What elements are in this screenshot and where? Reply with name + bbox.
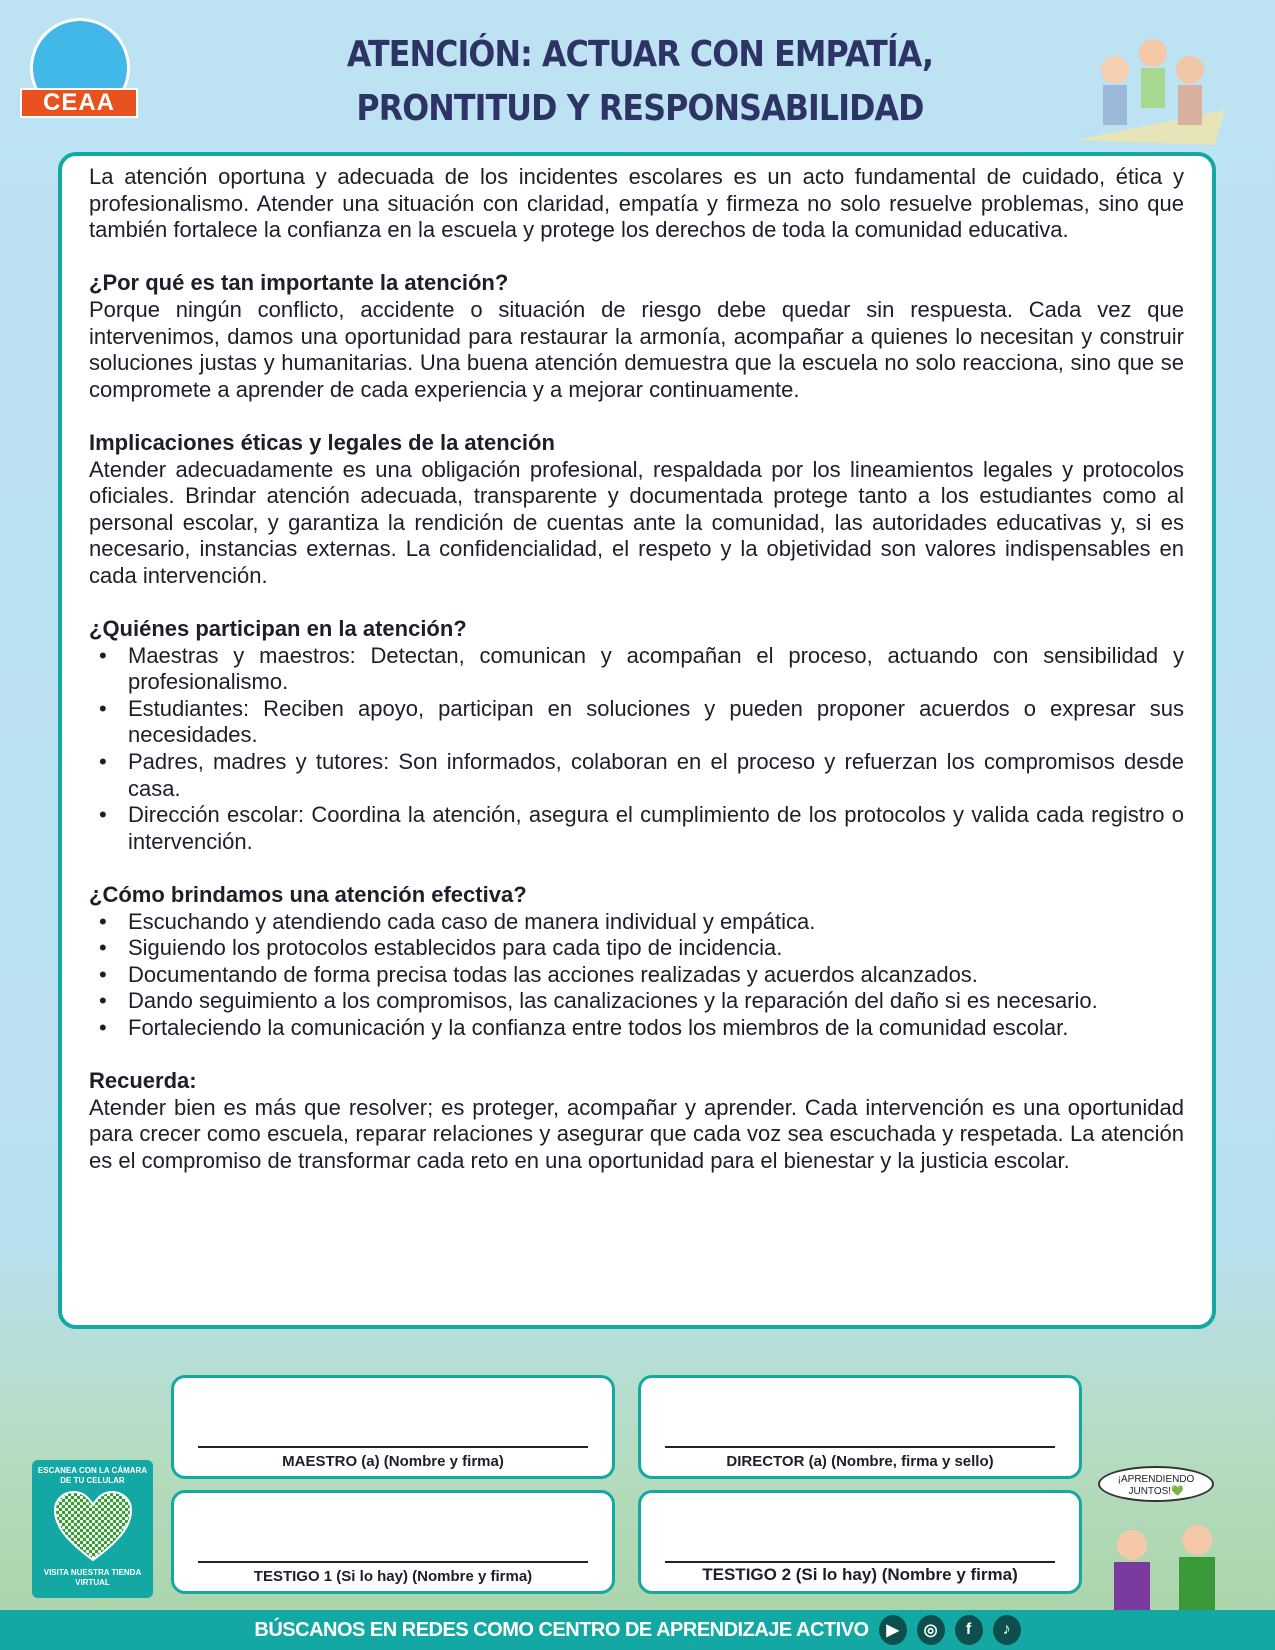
list-item: • Dirección escolar: Coordina la atención, asegura el cumplimiento de los protocolos y valida cada registro o intervención.	[89, 802, 1184, 855]
ceaa-logo	[18, 18, 140, 124]
signature-box-director[interactable]	[638, 1375, 1082, 1479]
section-heading: ¿Quiénes participan en la atención?	[89, 616, 467, 642]
list-item: • Fortaleciendo la comunicación y la confianza entre todos los miembros de la comunidad escolar.	[89, 1015, 1184, 1042]
signature-box-witness-1[interactable]	[171, 1490, 615, 1594]
page-title	[341, 28, 939, 136]
signature-line	[198, 1446, 588, 1448]
list-item: • Maestras y maestros: Detectan, comunican y acompañan el proceso, actuando con sensibilidad y profesionalismo.	[89, 643, 1184, 696]
section-text: Atender bien es más que resolver; es proteger, acompañar y aprender. Cada intervención es una oportunidad para crecer como escuela, reparar relaciones y asegurar que cada voz sea escuchada y respetada. La atención es el compromiso de transformar cada reto en una oportunidad para el bienestar y la justicia escolar.	[89, 1094, 1184, 1173]
title-line-1: ATENCIÓN: ACTUAR CON EMPATÍA,	[346, 34, 934, 75]
list-item: • Siguiendo los protocolos establecidos para cada tipo de incidencia.	[89, 935, 1184, 962]
qr-code-heart-icon	[53, 1490, 133, 1562]
facebook-icon[interactable]: f	[955, 1615, 983, 1645]
section-heading: ¿Por qué es tan importante la atención?	[89, 270, 509, 296]
effective-attention-list	[89, 909, 1184, 1042]
signature-box-teacher[interactable]	[171, 1375, 615, 1479]
participants-list	[89, 643, 1184, 856]
intro-paragraph: La atención oportuna y adecuada de los incidentes escolares es un acto fundamental de cuidado, ética y profesionalismo. Atender una situación con claridad, empatía y firmeza no solo resuelve problemas, sino que también fortalece la confianza en la escuela y protege los derechos de toda la comunidad educativa.	[89, 164, 1184, 243]
list-item: • Padres, madres y tutores: Son informados, colaboran en el proceso y refuerzan los compromisos desde casa.	[89, 749, 1184, 802]
signature-label: TESTIGO 2 (Si lo hay) (Nombre y firma)	[702, 1565, 1018, 1584]
qr-top-text: ESCANEA CON LA CÁMARA DE TU CELULAR	[37, 1466, 148, 1485]
instagram-icon[interactable]: ◎	[917, 1615, 945, 1645]
section-heading: Recuerda:	[89, 1068, 197, 1094]
footer-text: BÚSCANOS EN REDES COMO CENTRO DE APRENDIZAJE ACTIVO	[254, 1618, 869, 1641]
list-item: • Estudiantes: Reciben apoyo, participan en soluciones y pueden proponer acuerdos o expresar sus necesidades.	[89, 696, 1184, 749]
list-item: • Escuchando y atendiendo cada caso de manera individual y empática.	[89, 909, 1184, 936]
content-panel	[58, 152, 1216, 1329]
signature-label: TESTIGO 1 (Si lo hay) (Nombre y firma)	[253, 1568, 533, 1585]
qr-card[interactable]	[32, 1460, 153, 1598]
signature-line	[198, 1561, 588, 1563]
speech-bubble: ¡APRENDIENDO JUNTOS!💚	[1098, 1466, 1214, 1502]
footer-bar	[0, 1610, 1275, 1650]
title-line-2: PRONTITUD Y RESPONSABILIDAD	[356, 88, 924, 129]
qr-bottom-text: VISITA NUESTRA TIENDA VIRTUAL	[43, 1568, 142, 1587]
signature-line	[665, 1446, 1055, 1448]
children-illustration	[1075, 35, 1225, 145]
signature-label: DIRECTOR (a) (Nombre, firma y sello)	[726, 1453, 994, 1470]
list-item: • Documentando de forma precisa todas las acciones realizadas y acuerdos alcanzados.	[89, 962, 1184, 989]
tiktok-icon[interactable]: ♪	[993, 1615, 1021, 1645]
section-text: Porque ningún conflicto, accidente o situación de riesgo debe quedar sin respuesta. Cada vez que intervenimos, damos una oportunidad para restaurar la armonía, acompañar a quienes lo necesitan y construir soluciones justas y humanitarias. Una buena atención demuestra que la escuela no solo reacciona, sino que se compromete a aprender de cada experiencia y a mejorar continuamente.	[89, 296, 1184, 402]
signature-label: MAESTRO (a) (Nombre y firma)	[282, 1453, 504, 1470]
section-heading: ¿Cómo brindamos una atención efectiva?	[89, 882, 527, 908]
youtube-icon[interactable]: ▶	[879, 1615, 907, 1645]
section-heading: Implicaciones éticas y legales de la atención	[89, 429, 555, 455]
signature-line	[665, 1561, 1055, 1563]
signature-box-witness-2[interactable]	[638, 1490, 1082, 1594]
logo-text: CEAA	[20, 88, 138, 118]
list-item: • Dando seguimiento a los compromisos, las canalizaciones y la reparación del daño si es necesario.	[89, 988, 1184, 1015]
teachers-illustration	[1092, 1510, 1242, 1612]
section-text: Atender adecuadamente es una obligación profesional, respaldada por los lineamientos legales y protocolos oficiales. Brindar atención adecuada, transparente y documentada protege tanto a los estudiantes como al personal escolar, y garantiza la rendición de cuentas ante la comunidad, las autoridades educativas y, si es necesario, instancias externas. La confidencialidad, el respeto y la objetividad son valores indispensables en cada intervención.	[89, 456, 1184, 588]
